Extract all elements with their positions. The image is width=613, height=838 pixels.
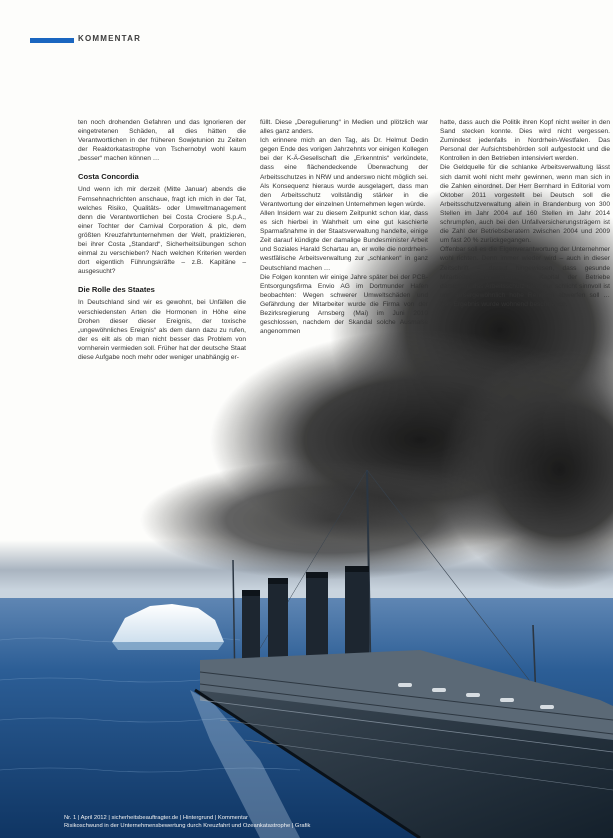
subheading-rolle-des-staates: Die Rolle des Staates: [78, 285, 155, 295]
paragraph: Die Folgen konnten wir einige Jahre später bei der PCB-Entsorgungsfirma Envio AG im Dortmunder Hafen beobachten: Wegen schwerer Umweltschäden und Gefährdung der Mitarbeiter wurde die Firma von der Bezirksregierung Arnsberg (Mai) im Juni 2010 geschlossen, nachdem der Skandal solche Ausmaße angenommen: [260, 273, 428, 336]
paragraph: Und wenn ich mir derzeit (Mitte Januar) abends die Fernsehnachrichten anschaue, fragt ich mich in der Tat, welches Risiko, Qualitäts- oder Umweltmanagement denn die Verantwortlichen bei Costa Crociere S.p.A., einer Tochter der Carnival Corporation & plc, dem größten Kreuzfahrtunternehmen der Welt, praktizieren, bei ihrer Costa „Standard“, Sicherheitsübungen schon einmal zu verschieben? Nach welchen Kriterien werden dort eigentlich Führungskräfte – z.B. Kapitäne – ausgesucht?: [78, 186, 246, 276]
text-column-1: [78, 118, 246, 362]
caption-line: Nr. 1 | April 2012 | sicherheitsbeauftragter.de | Hintergrund | Kommentar: [64, 815, 248, 821]
section-label: KOMMENTAR: [78, 34, 142, 43]
text-column-3: [440, 118, 610, 309]
subheading-costa-concordia: Costa Concordia: [78, 172, 139, 182]
paragraph: Allen Insidern war zu diesem Zeitpunkt schon klar, dass es sich hierbei in Wahrheit um eine gut kaschierte Sparmaßnahme in der Staatsverwaltung handelte, einige Zeit darauf kündigte der damalige Bundesminister Arbeit und Soziales Harald Schartau an, er wolle die nordrhein-westfälische Arbeitsverwaltung zur „schlanken“ in ganz Deutschland machen …: [260, 209, 428, 272]
paragraph: hatte, dass auch die Politik ihren Kopf nicht weiter in den Sand stecken konnte. Dies wird nicht vergessen. Zumindest jedenfalls in Nordrhein-Westfalen. Das Personal der Aufsichtsbehörden soll aufgestockt und die Kontrollen in den Betrieben intensiviert werden.: [440, 119, 610, 163]
section-accent-bar: [30, 38, 74, 43]
paragraph: ten noch drohenden Gefahren und das Ignorieren der eingetretenen Schäden, all dies hätten die Verantwortlichen in der früheren Sowjetunion zu Zeiten der Reaktorkatastrophe von Tschernobyl wohl kaum „besser“ machen können …: [78, 119, 246, 163]
paragraph: Offenbar soll es die Eigenverantwortung der Unternehmer wohl richten. Denn immer wieder wird – auch in dieser Zeitschrift – darauf hingewiesen, dass gesunde Mitarbeiter, das wertvollste Kapital der Betriebe darstellen, das Arbeitsschutz nicht nur schlicht sinnvoll ist und außergewöhnlich hohe Renditen abwerfen soll … Das Ergebnis wurde wohnend beschrieben.: [440, 246, 610, 308]
image-caption: [64, 814, 584, 830]
text-column-2: [260, 118, 428, 336]
caption-line: Risikoschwund in der Unternehmensbewertung durch Kreuzfahrt und Ozeankatastrophe | Grafik: [64, 823, 311, 829]
paragraph: In Deutschland sind wir es gewohnt, bei Unfällen die verschiedensten Arten die Hormonen in Höhe eine Drohen dieser dieser Ereignis, der toxische „ungewöhnliches Ereignis“ als dem dann dazu zu rufen, der es eilt als ob man nicht besser das Problem von vornherein vermieden soll. Früher hat der deutsche Staat diese Aufgabe noch mehr oder weniger unabhängig er-: [78, 299, 246, 361]
paragraph: Ich erinnere mich an den Tag, als Dr. Helmut Dedin gegen Ende des vorigen Jahrzehnts vor einigen Kollegen bei der K-Ä-Gesellschaft die „Erkenntnis“ verkündete, dass eine flächendeckende Überwachung der Arbeitsschutzes in NRW und anderswo nicht möglich sei. Als Konsequenz hieraus wurde ausgelagert, dass man den Arbeitsschutz vollständig stärker in die Verantwortung der einzelnen Unternehmen legen würde.: [260, 137, 428, 208]
paragraph: Die Geldquelle für die schlanke Arbeitsverwaltung lässt sich damit wohl nicht mehr gewinnen, wenn man sich in die Zahlen einordnet. Der Herr Bernhard in Editorial vom Oktober 2011 vorgestellt bei Deutsch soll die Arbeitsschutzverwaltung allein in Brandenburg von 300 Stellen im Jahr 2004 auf 160 Stellen im Jahr 2014 schrumpfen, auch bei den Unfallversicherungsträgern ist die Zahl der Betriebsberatern zwischen 2004 und 2009 um fast 20 % zurückgegangen.: [440, 164, 610, 245]
paragraph: füllt. Diese „Deregulierung“ in Medien und plötzlich war alles ganz anders.: [260, 119, 428, 136]
